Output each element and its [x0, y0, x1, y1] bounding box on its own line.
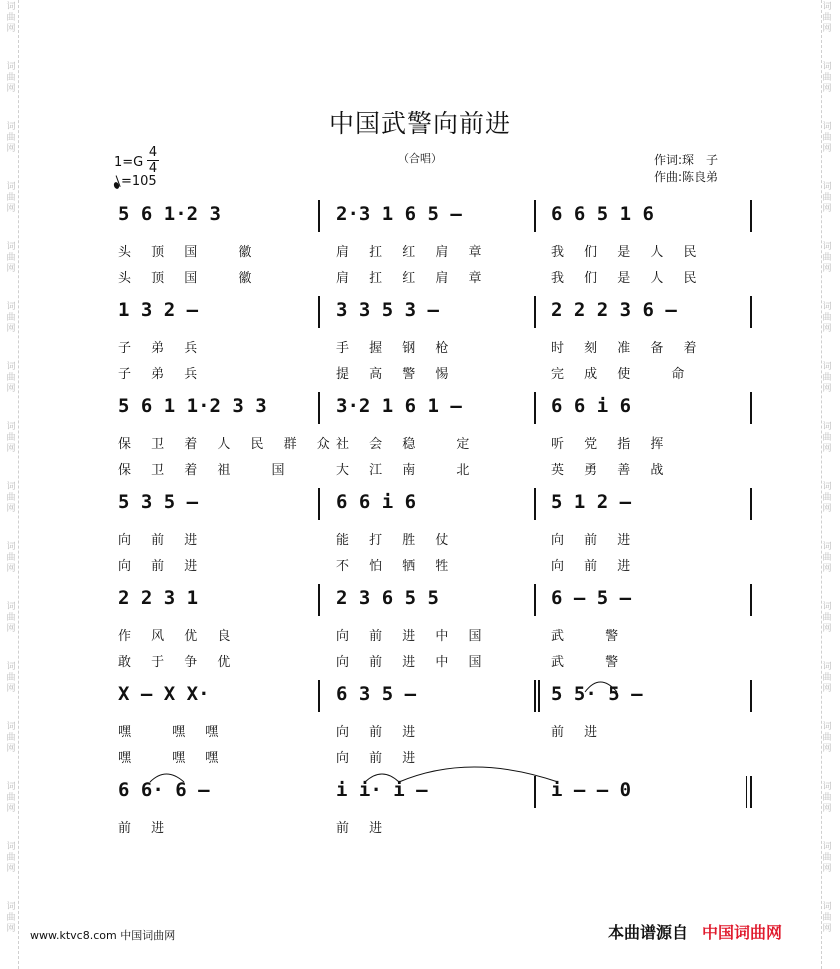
watermark-text: 词 曲 网	[822, 782, 832, 814]
watermark-text: 词 曲 网	[6, 2, 16, 34]
lyric-line: 时 刻 准 备 着	[551, 341, 705, 356]
lyric-line: 向 前 进 中 国	[336, 629, 490, 644]
website-footer[interactable]: www.ktvc8.com 中国词曲网	[30, 929, 176, 942]
lyric-line: 武 警	[551, 655, 627, 670]
measure-notes: 1 3 2 –	[118, 299, 199, 321]
watermark-text: 词 曲 网	[6, 722, 16, 754]
tie-arc	[585, 682, 617, 692]
watermark-text: 词 曲 网	[822, 902, 832, 934]
tie-arc	[150, 774, 184, 782]
source-brand[interactable]: 中国词曲网	[702, 923, 783, 942]
lyric-line: 不 怕 牺 牲	[336, 559, 457, 574]
lyric-line: 提 高 警 惕	[336, 367, 457, 382]
measure-notes: 6 6 5 1 6	[551, 203, 654, 225]
watermark-text: 词 曲 网	[6, 602, 16, 634]
watermark-text: 词 曲 网	[822, 62, 832, 94]
lyric-line: 向 前 进	[336, 751, 424, 766]
watermark-text: 词 曲 网	[6, 662, 16, 694]
tempo-value: =105	[121, 174, 157, 189]
watermark-text: 词 曲 网	[822, 602, 832, 634]
watermark-text: 词 曲 网	[6, 422, 16, 454]
time-signature-bottom: 4	[148, 161, 158, 176]
lyric-line: 保 卫 着 祖 国	[118, 463, 293, 478]
measure-notes: 2 2 2 3 6 –	[551, 299, 677, 321]
lyric-line: 向 前 进	[336, 725, 424, 740]
lyric-line: 子 弟 兵	[118, 341, 206, 356]
key-signature: 1=G	[114, 155, 144, 170]
measure-notes: 5 5· 5 –	[551, 683, 643, 705]
measure-notes: X – X X·	[118, 683, 210, 705]
measure-notes: i i· i –	[336, 779, 428, 801]
measure-notes: 5 1 2 –	[551, 491, 632, 513]
watermark-text: 词 曲 网	[6, 842, 16, 874]
watermark-text: 词 曲 网	[6, 902, 16, 934]
watermark-text: 词 曲 网	[6, 122, 16, 154]
watermark-text: 词 曲 网	[822, 362, 832, 394]
watermark-text: 词 曲 网	[6, 242, 16, 274]
lyric-line: 大 江 南 北	[336, 463, 478, 478]
watermark-text: 词 曲 网	[6, 182, 16, 214]
lyric-line: 前 进	[336, 821, 391, 836]
lyric-line: 嘿 嘿 嘿	[118, 725, 227, 740]
watermark-text: 词 曲 网	[822, 662, 832, 694]
measure-notes: 6 6· 6 –	[118, 779, 210, 801]
time-signature-top: 4	[148, 145, 158, 160]
watermark-text: 词 曲 网	[6, 302, 16, 334]
measure-notes: 5 6 1·2 3	[118, 203, 221, 225]
lyric-line: 武 警	[551, 629, 627, 644]
tie-arc	[399, 767, 558, 782]
measure-notes: 2 3 6 5 5	[336, 587, 439, 609]
tie-arc	[365, 774, 399, 782]
watermark-text: 词 曲 网	[822, 2, 832, 34]
lyric-line: 我 们 是 人 民	[551, 271, 705, 286]
watermark-text: 词 曲 网	[822, 422, 832, 454]
lyric-line: 肩 扛 红 肩 章	[336, 271, 490, 286]
watermark-text: 词 曲 网	[822, 722, 832, 754]
measure-notes: 6 3 5 –	[336, 683, 417, 705]
measure-notes: 6 6 i 6	[336, 491, 417, 513]
watermark-text: 词 曲 网	[822, 242, 832, 274]
lyric-line: 向 前 进	[551, 533, 639, 548]
composer-credit: 作曲:陈良弟	[654, 170, 719, 184]
watermark-text: 词 曲 网	[6, 362, 16, 394]
watermark-text: 词 曲 网	[822, 182, 832, 214]
watermark-text: 词 曲 网	[6, 62, 16, 94]
measure-notes: 5 3 5 –	[118, 491, 199, 513]
lyric-line: 保 卫 着 人 民 群 众	[118, 437, 338, 452]
measure-notes: 3·2 1 6 1 –	[336, 395, 462, 417]
watermark-text: 词 曲 网	[6, 482, 16, 514]
lyric-line: 头 顶 国 徽	[118, 271, 260, 286]
lyric-line: 前 进	[118, 821, 173, 836]
lyric-line: 完 成 使 命	[551, 367, 693, 382]
source-footer	[608, 920, 782, 943]
lyric-line: 嘿 嘿 嘿	[118, 751, 227, 766]
measure-notes: 6 – 5 –	[551, 587, 632, 609]
lyric-line: 听 党 指 挥	[551, 437, 672, 452]
watermark-text: 词 曲 网	[6, 782, 16, 814]
lyric-line: 英 勇 善 战	[551, 463, 672, 478]
measure-notes: 3 3 5 3 –	[336, 299, 439, 321]
lyric-line: 作 风 优 良	[118, 629, 239, 644]
watermark-text: 词 曲 网	[822, 482, 832, 514]
lyricist-credit: 作词:琛 子	[654, 153, 719, 167]
lyric-line: 手 握 钢 枪	[336, 341, 457, 356]
lyric-line: 子 弟 兵	[118, 367, 206, 382]
lyric-line: 前 进	[551, 725, 606, 740]
measure-notes: 5 6 1 1·2 3 3	[118, 395, 267, 417]
lyric-line: 向 前 进 中 国	[336, 655, 490, 670]
watermark-text: 词 曲 网	[822, 122, 832, 154]
watermark-text: 词 曲 网	[822, 842, 832, 874]
song-title: 中国武警向前进	[328, 109, 511, 138]
lyric-line: 能 打 胜 仗	[336, 533, 457, 548]
watermark-text: 词 曲 网	[822, 542, 832, 574]
watermark-text: 词 曲 网	[822, 302, 832, 334]
lyric-line: 我 们 是 人 民	[551, 245, 705, 260]
performance-type: （合唱）	[398, 152, 442, 165]
watermark-text: 词 曲 网	[6, 542, 16, 574]
lyric-line: 向 前 进	[118, 559, 206, 574]
measure-notes: 2 2 3 1	[118, 587, 199, 609]
lyric-line: 向 前 进	[551, 559, 639, 574]
lyric-line: 向 前 进	[118, 533, 206, 548]
measure-notes: i – – 0	[551, 779, 632, 801]
lyric-line: 敢 于 争 优	[118, 655, 239, 670]
lyric-line: 头 顶 国 徽	[118, 245, 260, 260]
measure-notes: 2·3 1 6 5 –	[336, 203, 462, 225]
measure-notes: 6 6 i 6	[551, 395, 632, 417]
source-label: 本曲谱源自	[608, 923, 689, 942]
lyric-line: 社 会 稳 定	[336, 437, 478, 452]
lyric-line: 肩 扛 红 肩 章	[336, 245, 490, 260]
